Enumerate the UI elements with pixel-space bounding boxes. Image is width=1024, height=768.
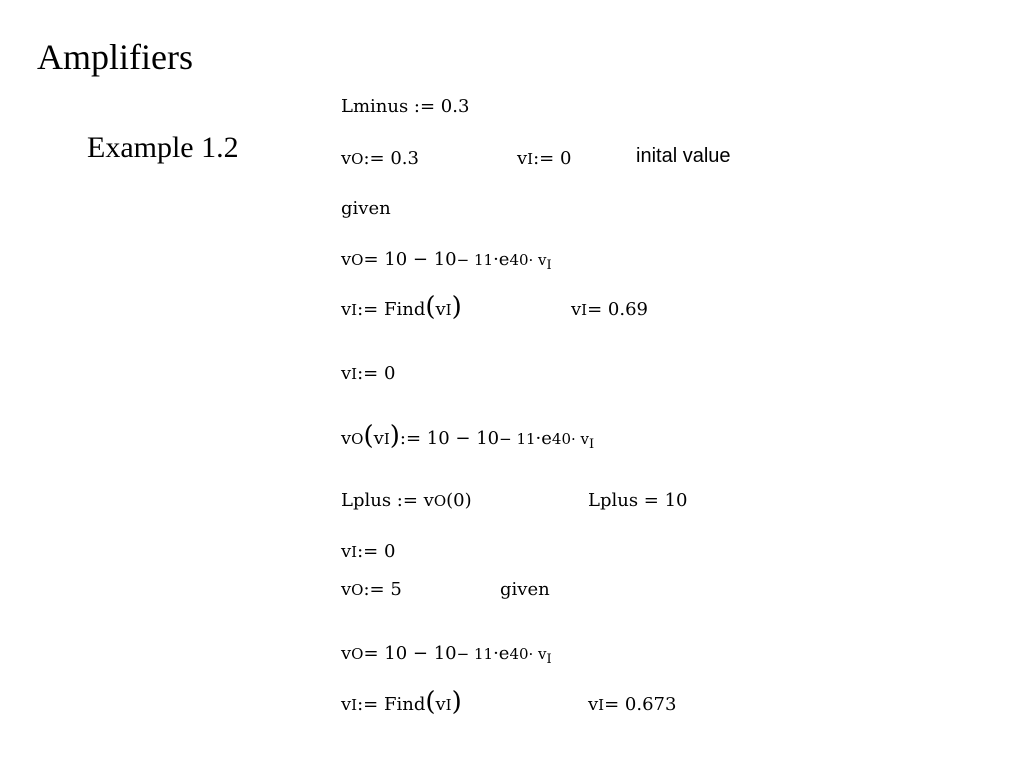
math-line-vo-guess: v O := 5 bbox=[341, 579, 402, 600]
text: Lplus = 10 bbox=[588, 490, 688, 511]
rest: := 5 bbox=[363, 579, 402, 600]
arg-var: v bbox=[373, 428, 384, 449]
rest: ·e bbox=[493, 643, 510, 664]
math-line-find-1: v I := Find ( v I ) bbox=[341, 292, 462, 322]
power-text: 40· v bbox=[509, 251, 547, 269]
var: v bbox=[341, 249, 352, 270]
var: v bbox=[341, 299, 352, 320]
power-sub: I bbox=[546, 258, 552, 273]
arg-var: v bbox=[435, 299, 446, 320]
power-sub: I bbox=[546, 652, 552, 667]
rest: = 10 − 10 bbox=[363, 249, 457, 270]
power-sub: I bbox=[589, 437, 595, 452]
text: Lminus := 0.3 bbox=[341, 96, 470, 117]
slide-title: Amplifiers bbox=[37, 37, 193, 77]
math-line-reset-vi-2: v I := 0 bbox=[341, 541, 396, 562]
var: v bbox=[588, 694, 599, 715]
rest: := 0 bbox=[357, 363, 396, 384]
rest: = 10 − 10 bbox=[363, 643, 457, 664]
rest: := 0.3 bbox=[363, 148, 419, 169]
math-line-initial-vi: v I := 0 bbox=[517, 148, 572, 169]
assign: := Find bbox=[357, 694, 426, 715]
var: v bbox=[341, 694, 352, 715]
math-line-lminus bbox=[341, 96, 469, 118]
math-line-function-def: v O ( v I ) := 10 − 10 − 11 ·e $40\cdot v_I$ bbox=[341, 421, 595, 452]
math-line-result-1: v I = 0.69 bbox=[571, 299, 648, 320]
slide-subtitle: Example 1.2 bbox=[87, 131, 239, 164]
rest: = 0.673 bbox=[604, 694, 677, 715]
assign: := Find bbox=[357, 299, 426, 320]
math-line-lplus-def: Lplus := v O (0) bbox=[341, 490, 472, 511]
var: v bbox=[341, 579, 352, 600]
var: v bbox=[571, 299, 582, 320]
var: v bbox=[341, 428, 352, 449]
rest: = 0.69 bbox=[587, 299, 648, 320]
rest: := 0 bbox=[357, 541, 396, 562]
text: Lplus := v bbox=[341, 490, 434, 511]
text: given bbox=[341, 198, 391, 219]
text: (0) bbox=[446, 490, 472, 511]
var: v bbox=[341, 148, 352, 169]
power-text: 40· v bbox=[509, 645, 547, 663]
math-line-find-2: v I := Find ( v I ) bbox=[341, 687, 462, 717]
var: v bbox=[341, 363, 352, 384]
math-line-reset-vi-1: v I := 0 bbox=[341, 363, 396, 384]
math-line-equation-2: v O = 10 − 10 − 11 ·e $40\cdot v_I$ bbox=[341, 643, 552, 667]
rest: ·e bbox=[535, 428, 552, 449]
math-line-initial-values: v O := 0.3 bbox=[341, 148, 419, 169]
var: v bbox=[341, 643, 352, 664]
initial-value-note: inital value bbox=[636, 145, 731, 167]
power-text: 40· v bbox=[551, 430, 590, 448]
var: v bbox=[517, 148, 528, 169]
math-line-result-2: v I = 0.673 bbox=[588, 694, 677, 715]
rest: := 10 − 10 bbox=[399, 428, 500, 449]
math-line-equation-1: v O = 10 − 10 − 11 ·e $40\cdot v_I$ bbox=[341, 249, 552, 273]
math-line-given bbox=[341, 198, 391, 220]
given-label-2: given bbox=[500, 579, 550, 600]
var: v bbox=[341, 541, 352, 562]
arg-var: v bbox=[435, 694, 446, 715]
rest: := 0 bbox=[533, 148, 572, 169]
rest: ·e bbox=[493, 249, 510, 270]
math-line-lplus-result bbox=[588, 490, 688, 512]
